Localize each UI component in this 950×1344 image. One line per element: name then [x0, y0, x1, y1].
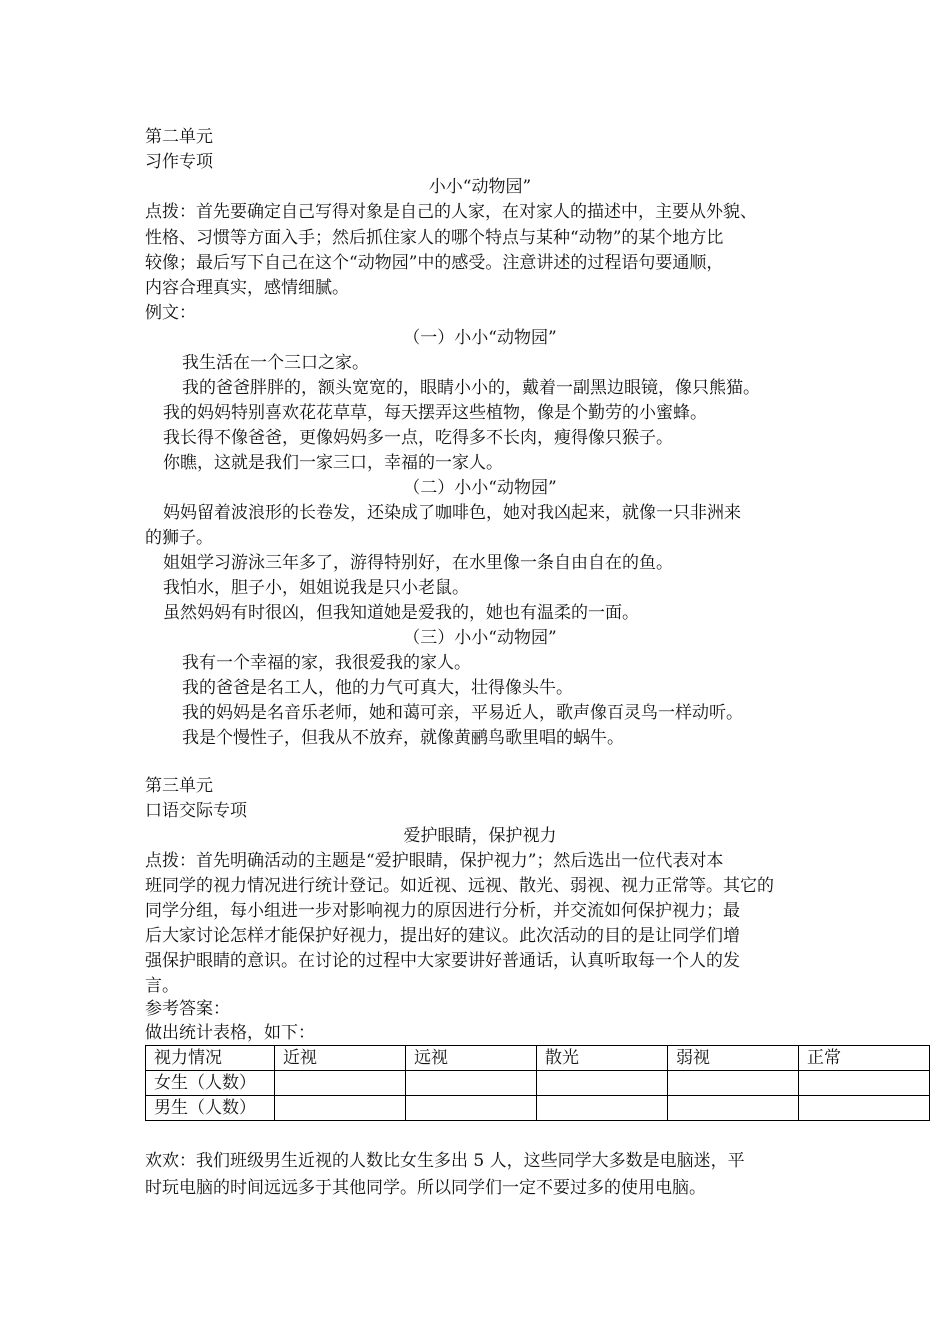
- table-cell: [406, 1071, 537, 1096]
- essay2-paragraph: 妈妈留着波浪形的长卷发，还染成了咖啡色，她对我凶起来，就像一只非洲来: [163, 503, 741, 523]
- essay1-paragraph: 我长得不像爸爸，更像妈妈多一点，吃得多不长肉，瘦得像只猴子。: [163, 428, 673, 448]
- answer-label: 参考答案：: [145, 999, 230, 1019]
- vision-stats-table: [145, 1045, 930, 1121]
- essay1-paragraph: 我生活在一个三口之家。: [182, 353, 369, 373]
- unit3-tip-line: 班同学的视力情况进行统计登记。如近视、远视、散光、弱视、视力正常等。其它的: [145, 876, 774, 896]
- essay2-paragraph: 虽然妈妈有时很凶，但我知道她是爱我的，她也有温柔的一面。: [163, 603, 639, 623]
- unit3-heading: 第三单元: [145, 776, 213, 796]
- essay3-paragraph: 我是个慢性子，但我从不放弃，就像黄鹂鸟歌里唱的蜗牛。: [182, 728, 624, 748]
- unit3-section: 口语交际专项: [145, 801, 247, 821]
- conclusion-line: 时玩电脑的时间远远多于其他同学。所以同学们一定不要过多的使用电脑。: [145, 1178, 706, 1198]
- unit2-tip-line: 点拨：首先要确定自己写得对象是自己的人家，在对家人的描述中，主要从外貌、: [145, 202, 757, 222]
- essay3-title: （三）小小“动物园”: [403, 628, 557, 648]
- table-cell: [799, 1096, 930, 1121]
- unit2-section: 习作专项: [145, 152, 213, 172]
- unit3-title: 爱护眼睛，保护视力: [403, 826, 557, 846]
- unit2-heading: 第二单元: [145, 127, 213, 147]
- unit3-tip-line: 强保护眼睛的意识。在讨论的过程中大家要讲好普通话，认真听取每一个人的发: [145, 951, 740, 971]
- unit3-tip-line: 点拨：首先明确活动的主题是“爱护眼睛，保护视力”；然后选出一位代表对本: [145, 851, 724, 871]
- table-header-cell: 散光: [537, 1046, 668, 1071]
- table-cell: 男生（人数）: [146, 1096, 275, 1121]
- table-header-cell: 弱视: [668, 1046, 799, 1071]
- essay2-paragraph: 姐姐学习游泳三年多了，游得特别好，在水里像一条自由自在的鱼。: [163, 553, 673, 573]
- table-header-row: [146, 1046, 930, 1071]
- table-cell: [275, 1071, 406, 1096]
- essay3-paragraph: 我有一个幸福的家，我很爱我的家人。: [182, 653, 471, 673]
- table-header-cell: 正常: [799, 1046, 930, 1071]
- unit2-tip-line: 内容合理真实，感情细腻。: [145, 278, 349, 298]
- essay1-title: （一）小小“动物园”: [403, 328, 557, 348]
- unit2-title: 小小“动物园”: [428, 177, 532, 197]
- table-cell: [668, 1071, 799, 1096]
- unit3-tip-line: 同学分组，每小组进一步对影响视力的原因进行分析，并交流如何保护视力；最: [145, 901, 740, 921]
- conclusion-line: 欢欢：我们班级男生近视的人数比女生多出 5 人，这些同学大多数是电脑迷，平: [145, 1151, 745, 1171]
- table-cell: [537, 1096, 668, 1121]
- table-header-cell: 近视: [275, 1046, 406, 1071]
- table-row: [146, 1071, 930, 1096]
- table-cell: [275, 1096, 406, 1121]
- unit3-tip-line: 言。: [145, 976, 179, 996]
- table-row: [146, 1096, 930, 1121]
- table-cell: [668, 1096, 799, 1121]
- table-header-cell: 视力情况: [146, 1046, 275, 1071]
- table-cell: 女生（人数）: [146, 1071, 275, 1096]
- essay1-paragraph: 我的爸爸胖胖的，额头宽宽的，眼睛小小的，戴着一副黑边眼镜，像只熊猫。: [182, 378, 760, 398]
- essay1-paragraph: 我的妈妈特别喜欢花花草草，每天摆弄这些植物，像是个勤劳的小蜜蜂。: [163, 403, 707, 423]
- essay3-paragraph: 我的妈妈是名音乐老师，她和蔼可亲，平易近人，歌声像百灵鸟一样动听。: [182, 703, 743, 723]
- example-label: 例文：: [145, 303, 196, 323]
- unit2-tip-line: 较像；最后写下自己在这个“动物园”中的感受。注意讲述的过程语句要通顺，: [145, 253, 724, 273]
- essay2-paragraph: 我怕水，胆子小，姐姐说我是只小老鼠。: [163, 578, 469, 598]
- unit3-tip-line: 后大家讨论怎样才能保护好视力，提出好的建议。此次活动的目的是让同学们增: [145, 926, 740, 946]
- table-cell: [406, 1096, 537, 1121]
- table-header-cell: 远视: [406, 1046, 537, 1071]
- table-intro: 做出统计表格，如下：: [145, 1023, 315, 1043]
- essay3-paragraph: 我的爸爸是名工人，他的力气可真大，壮得像头牛。: [182, 678, 573, 698]
- table-cell: [537, 1071, 668, 1096]
- essay1-paragraph: 你瞧，这就是我们一家三口，幸福的一家人。: [163, 453, 503, 473]
- essay2-title: （二）小小“动物园”: [403, 478, 557, 498]
- essay2-paragraph: 的狮子。: [145, 528, 213, 548]
- table-cell: [799, 1071, 930, 1096]
- unit2-tip-line: 性格、习惯等方面入手；然后抓住家人的哪个特点与某种“动物”的某个地方比: [145, 228, 724, 248]
